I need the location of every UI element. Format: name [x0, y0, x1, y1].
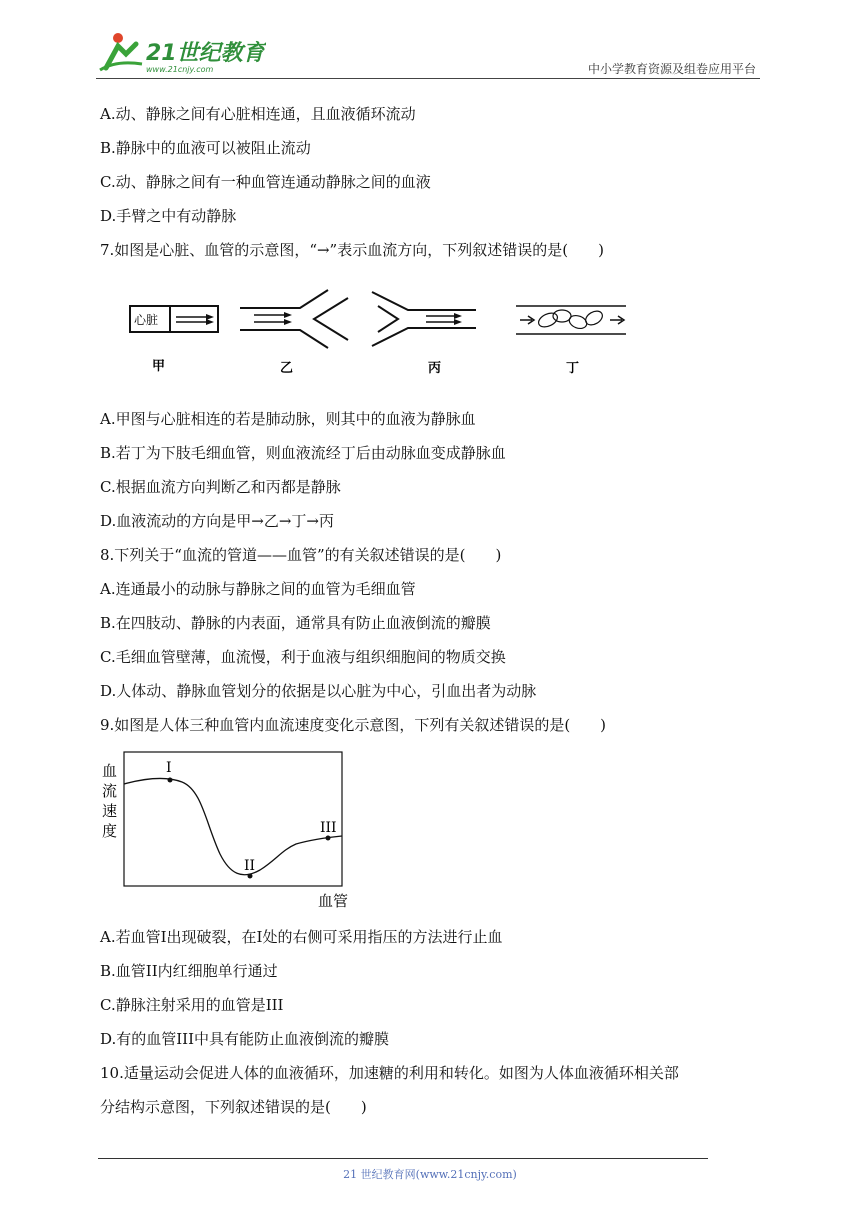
logo-text: 21世纪教育	[146, 41, 265, 66]
q7-vessel-diagram	[120, 284, 640, 384]
q8-option-c: C.毛细血管壁薄，血流慢，利于血液与组织细胞间的物质交换	[100, 648, 506, 666]
q9-option-b: B.血管II内红细胞单行通过	[100, 962, 278, 980]
site-logo	[96, 30, 266, 76]
fig7-bing	[372, 292, 476, 376]
q8-option-a: A.连通最小的动脉与静脉之间的血管为毛细血管	[100, 580, 416, 598]
fig9-point-2	[248, 874, 253, 879]
fig7-label-bing: 丙	[428, 361, 442, 376]
q6-option-c: C.动、静脉之间有一种血管连通动静脉之间的血液	[100, 173, 431, 191]
fig9-label-1: I	[166, 760, 172, 776]
q9-stem: 9.如图是人体三种血管内血流速度变化示意图，下列有关叙述错误的是( )	[100, 716, 607, 734]
fig7-label-ding: 丁	[566, 361, 580, 376]
q8-stem: 8.下列关于“血流的管道——血管”的有关叙述错误的是( )	[100, 546, 502, 564]
q7-option-d: D.血液流动的方向是甲→乙→丁→丙	[100, 512, 334, 530]
fig9-point-1	[168, 778, 173, 783]
fig7-label-yi: 乙	[280, 361, 294, 376]
fig9-label-2: II	[244, 858, 256, 874]
fig9-xlabel: 血管	[318, 892, 349, 910]
fig9-curve	[124, 778, 342, 874]
q9-option-a: A.若血管I出现破裂，在I处的右侧可采用指压的方法进行止血	[100, 928, 503, 946]
q10-stem-line2: 分结构示意图，下列叙述错误的是( )	[100, 1098, 367, 1116]
fig7-ding	[516, 306, 626, 376]
q7-stem: 7.如图是心脏、血管的示意图，“→”表示血流方向，下列叙述错误的是( )	[100, 241, 604, 259]
fig7-yi	[240, 290, 348, 376]
page-footer: 21 世纪教育网(www.21cnjy.com)	[343, 1168, 517, 1181]
fig7-label-jia: 甲	[152, 359, 166, 374]
q9-blood-flow-chart	[96, 748, 366, 914]
q7-option-a: A.甲图与心脏相连的若是肺动脉，则其中的血液为静脉血	[100, 410, 476, 428]
q8-option-d: D.人体动、静脉血管划分的依据是以心脏为中心，引血出者为动脉	[100, 682, 537, 700]
fig9-frame	[124, 752, 342, 886]
header-platform-text: 中小学教育资源及组卷应用平台	[587, 62, 756, 76]
fig9-point-3	[326, 836, 331, 841]
q6-option-b: B.静脉中的血液可以被阻止流动	[100, 139, 311, 157]
fig9-ylabel-4: 度	[102, 822, 118, 840]
fig7-jia	[130, 306, 218, 374]
footer-divider	[98, 1158, 708, 1159]
fig9-label-3: III	[320, 820, 337, 836]
page-header	[96, 30, 756, 78]
fig9-ylabel-1: 血	[102, 762, 118, 780]
q9-option-d: D.有的血管III中具有能防止血液倒流的瓣膜	[100, 1030, 390, 1048]
logo-url: www.21cnjy.com	[146, 65, 214, 74]
q7-option-c: C.根据血流方向判断乙和丙都是静脉	[100, 478, 341, 496]
q6-option-a: A.动、静脉之间有心脏相连通，且血液循环流动	[100, 105, 416, 123]
q7-option-b: B.若丁为下肢毛细血管，则血液流经丁后由动脉血变成静脉血	[100, 444, 506, 462]
fig9-ylabel-2: 流	[102, 782, 118, 800]
header-divider	[96, 78, 760, 79]
fig9-ylabel-3: 速	[102, 802, 118, 820]
q9-option-c: C.静脉注射采用的血管是III	[100, 996, 284, 1014]
fig7-heart-label: 心脏	[134, 313, 159, 327]
q6-option-d: D.手臂之中有动静脉	[100, 207, 237, 225]
q10-stem-line1: 10.适量运动会促进人体的血液循环，加速糖的利用和转化。如图为人体血液循环相关部	[100, 1064, 679, 1082]
q8-option-b: B.在四肢动、静脉的内表面，通常具有防止血液倒流的瓣膜	[100, 614, 491, 632]
